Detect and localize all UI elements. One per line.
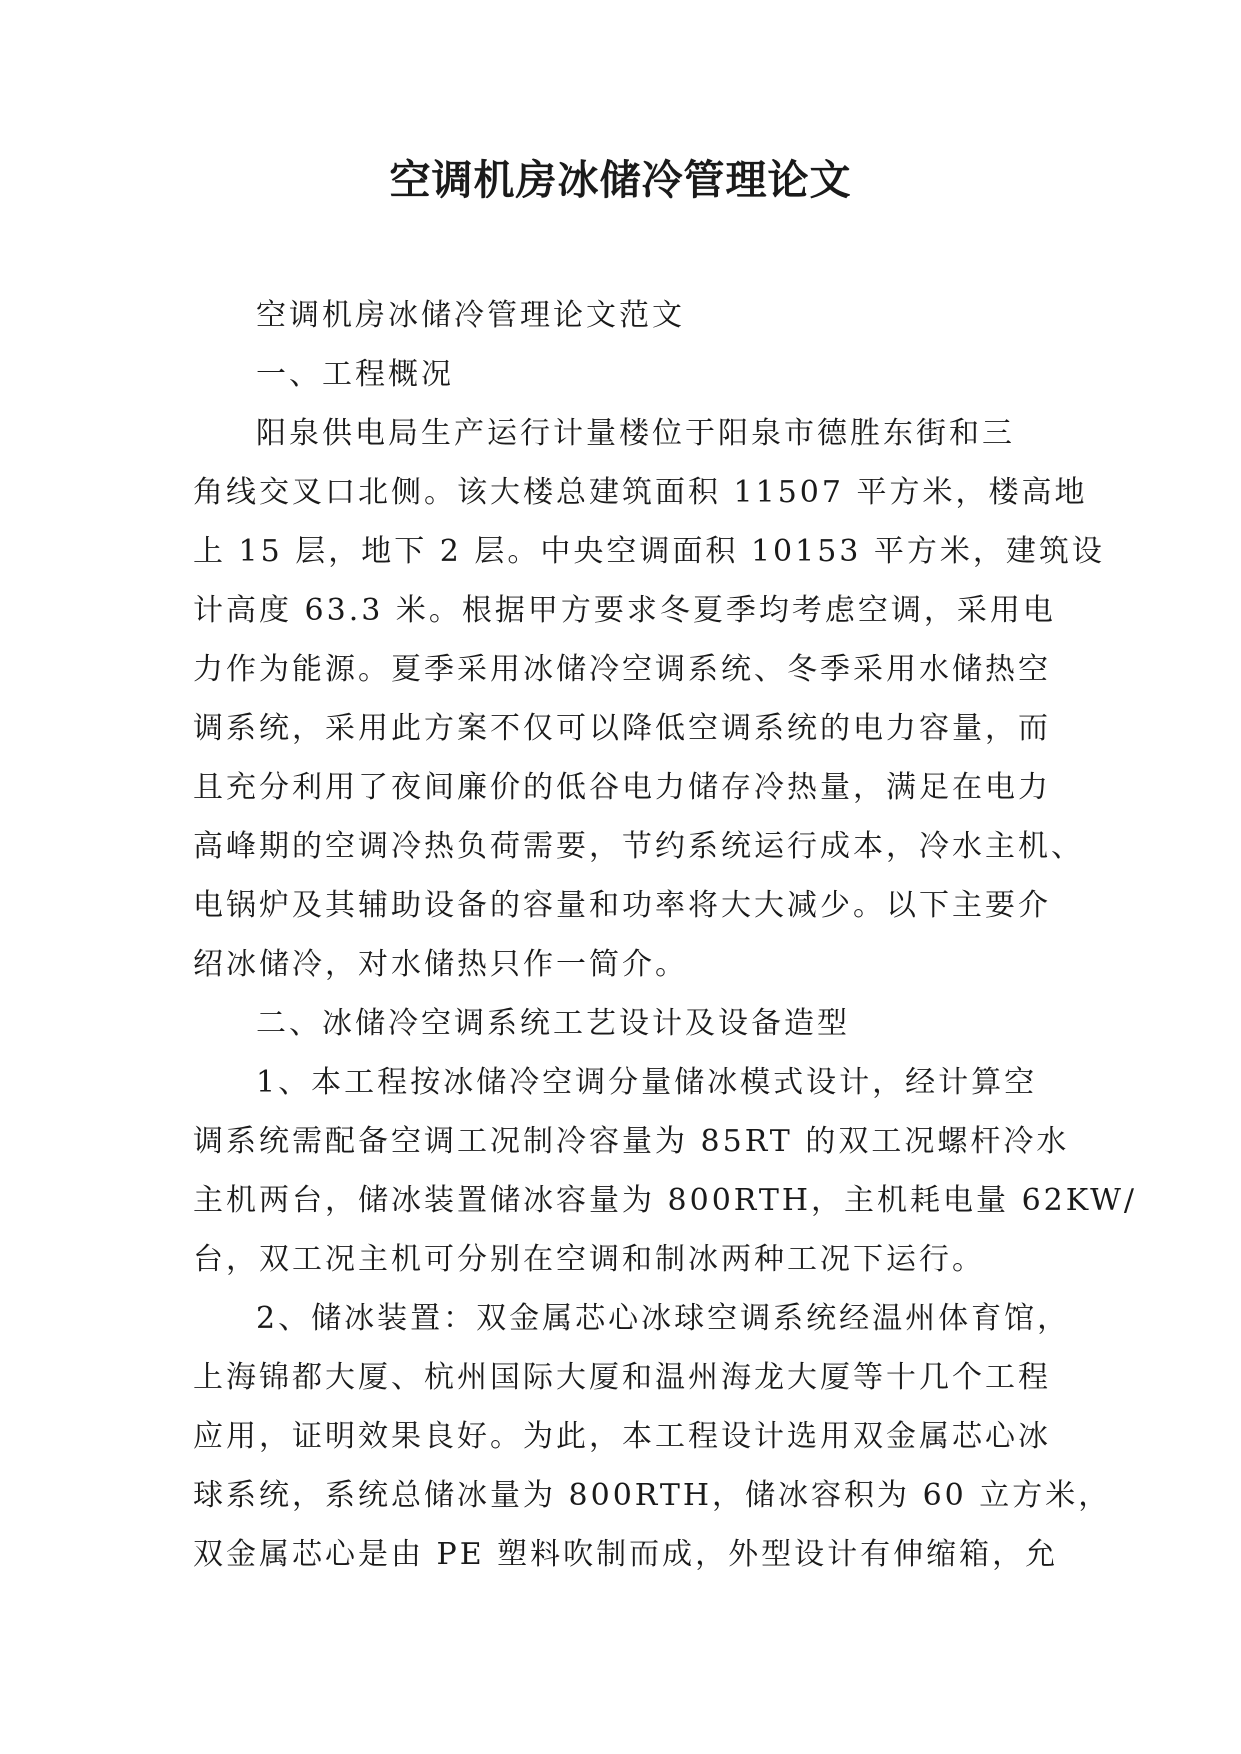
paragraph-line: 应用，证明效果良好。为此，本工程设计选用双金属芯心冰 xyxy=(193,1419,1051,1454)
paragraph-line: 上 15 层，地下 2 层。中央空调面积 10153 平方米，建筑设 xyxy=(193,534,1105,569)
paragraph-line: 台，双工况主机可分别在空调和制冰两种工况下运行。 xyxy=(193,1242,985,1277)
paragraph-line: 双金属芯心是由 PE 塑料吹制而成，外型设计有伸缩箱，允 xyxy=(193,1537,1059,1572)
document-body xyxy=(193,286,1138,1584)
subtitle-line: 空调机房冰储冷管理论文范文 xyxy=(256,298,685,333)
paragraph-line: 电锅炉及其辅助设备的容量和功率将大大减少。以下主要介 xyxy=(193,888,1051,923)
paragraph-line: 计高度 63.3 米。根据甲方要求冬夏季均考虑空调，采用电 xyxy=(193,593,1056,628)
paragraph-line: 上海锦都大厦、杭州国际大厦和温州海龙大厦等十几个工程 xyxy=(193,1360,1051,1395)
paragraph-line: 球系统，系统总储冰量为 800RTH，储冰容积为 60 立方米， xyxy=(193,1478,1112,1513)
paragraph-line: 调系统需配备空调工况制冷容量为 85RT 的双工况螺杆冷水 xyxy=(193,1124,1070,1159)
paragraph-line: 高峰期的空调冷热负荷需要，节约系统运行成本，冷水主机、 xyxy=(193,829,1084,864)
paragraph-line: 2、储冰装置：双金属芯心冰球空调系统经温州体育馆， xyxy=(256,1301,1071,1336)
paragraph-line: 主机两台，储冰装置储冰容量为 800RTH，主机耗电量 62KW/ xyxy=(193,1183,1138,1218)
paragraph-line: 力作为能源。夏季采用冰储冷空调系统、冬季采用水储热空 xyxy=(193,652,1051,687)
section-heading-2: 二、冰储冷空调系统工艺设计及设备造型 xyxy=(256,1006,850,1041)
paragraph-line: 绍冰储冷，对水储热只作一简介。 xyxy=(193,947,688,982)
paragraph-line: 1、本工程按冰储冷空调分量储冰模式设计，经计算空 xyxy=(256,1065,1038,1100)
paragraph-line: 调系统，采用此方案不仅可以降低空调系统的电力容量，而 xyxy=(193,711,1051,746)
section-heading-1: 一、工程概况 xyxy=(256,357,454,392)
paragraph-line: 且充分利用了夜间廉价的低谷电力储存冷热量，满足在电力 xyxy=(193,770,1051,805)
document-title: 空调机房冰储冷管理论文 xyxy=(389,156,852,204)
paragraph-line: 角线交叉口北侧。该大楼总建筑面积 11507 平方米，楼高地 xyxy=(193,475,1088,510)
paragraph-line: 阳泉供电局生产运行计量楼位于阳泉市德胜东街和三 xyxy=(256,416,1015,451)
